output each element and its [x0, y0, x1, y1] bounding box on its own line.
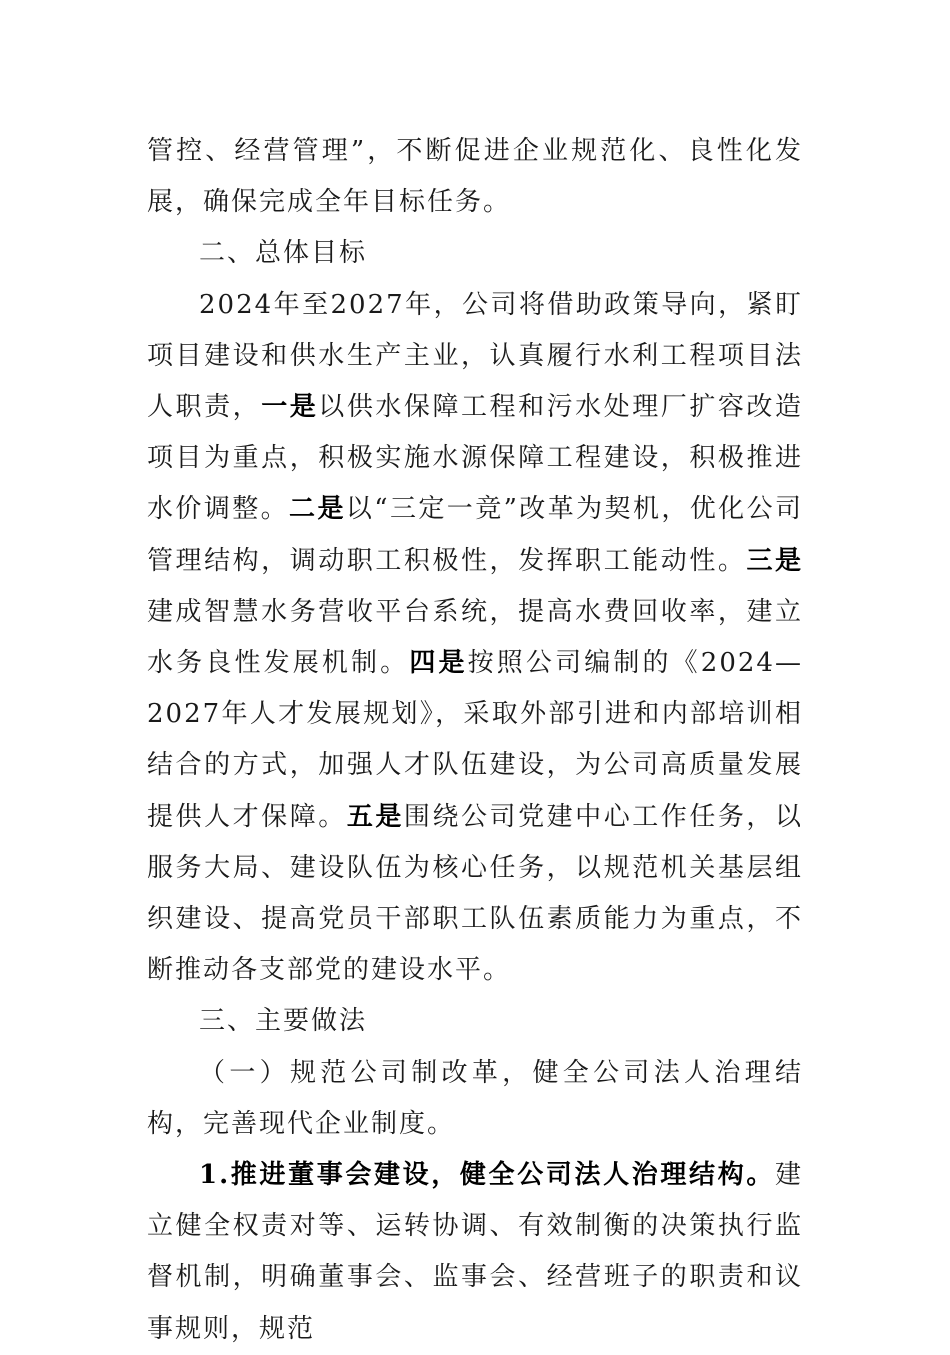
goal-keyword-4: 四是 — [409, 648, 468, 679]
goal-text-3: 建成智慧水务营收平台系统，提高水费回收率，建立水务良性发展机制。 — [147, 596, 803, 679]
item-lead-1: 1.推进董事会建设，健全公司法人治理结构。 — [199, 1160, 775, 1191]
goal-text-1: 以供水保障工程和污水处理厂扩容改造项目为重点，积极实施水源保障工程建设，积极推进水价调整。 — [147, 392, 803, 525]
section-heading-overall-goals: 二、总体目标 — [199, 238, 368, 269]
goal-text-4: 按照公司编制的《2024—2027年人才发展规划》，采取外部引进和内部培训相结合的方式，加强人才队伍建设，为公司高质量发展提供人才保障。 — [147, 648, 803, 832]
goal-keyword-3: 三是 — [746, 545, 803, 576]
document-body — [147, 126, 803, 1355]
section-heading-main-practices: 三、主要做法 — [199, 1006, 368, 1037]
paragraph-continuation: 管控、经营管理”，不断促进企业规范化、良性化发展，确保完成全年目标任务。 — [147, 136, 803, 218]
item-text-1: 建立健全权责对等、运转协调、有效制衡的决策执行监督机制，明确董事会、监事会、经营班子的职责和议事规则，规范 — [147, 1160, 803, 1344]
goal-keyword-5: 五是 — [346, 801, 404, 832]
paragraph-overall-goals — [147, 280, 803, 997]
paragraph-board-construction — [147, 1150, 803, 1355]
goal-text-5: 围绕公司党建中心工作任务，以服务大局、建设队伍为核心任务，以规范机关基层组织建设、提高党员干部职工队伍素质能力为重点，不断推动各支部党的建设水平。 — [147, 801, 803, 986]
goal-keyword-2: 二是 — [289, 494, 346, 525]
subsection-heading-1: （一）规范公司制改革，健全公司法人治理结构，完善现代企业制度。 — [147, 1057, 803, 1139]
goal-keyword-1: 一是 — [261, 392, 319, 423]
goals-intro: 2024年至2027年，公司将借助政策导向，紧盯项目建设和供水生产主业，认真履行水利工程项目法人职责， — [147, 289, 803, 423]
goal-text-2: 以“三定一竞”改革为契机，优化公司管理结构，调动职工积极性，发挥职工能动性。 — [147, 494, 803, 576]
